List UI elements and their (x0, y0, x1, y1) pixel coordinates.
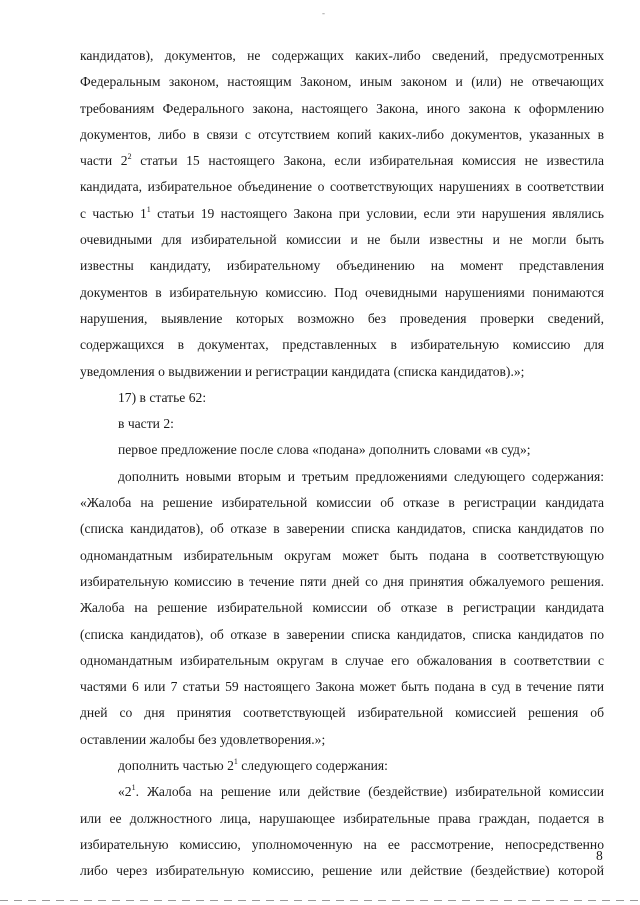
text-segment: . Жалоба на решение или действие (бездействие) избирательной комиссии (135, 784, 604, 800)
text-segment: следующего содержания: (237, 758, 388, 774)
text-segment: дополнить частью 2 (118, 758, 234, 774)
text-line: Жалоба на решение избирательной комиссии об отказе в регистрации кандидата (80, 600, 604, 616)
text-segment: статьи 15 настоящего Закона, если избирательная комиссия не известила (131, 153, 604, 169)
text-segment: статьи 19 настоящего Закона при условии, если эти нарушения являлись (150, 205, 605, 221)
superscript: 1 (233, 757, 238, 767)
text-segment: с частью 1 (80, 205, 147, 221)
text-line (80, 779, 604, 805)
text-line: документов в избирательную комиссию. Под очевидными нарушениями понимаются (80, 284, 604, 300)
text-line: или ее должностного лица, нарушающее избирательные права граждан, подается в (80, 810, 604, 826)
text-line: Федеральным законом, настоящим Законом, иным законом и (или) не отвечающих (80, 74, 604, 90)
text-line (80, 201, 604, 227)
text-line: избирательную комиссию в течение пяти дней со дня принятия обжалуемого решения. (80, 573, 604, 589)
text-line: дополнить новыми вторым и третьим предложениями следующего содержания: (118, 468, 604, 484)
text-segment: части 2 (80, 153, 128, 169)
scan-edge (0, 900, 640, 901)
text-line: содержащихся в документах, представленных в избирательную комиссию для (80, 337, 604, 353)
text-line: избирательную комиссию, уполномоченную на ее рассмотрение, непосредственно (80, 836, 604, 852)
text-line: (списка кандидатов), об отказе в заверении списка кандидатов, списка кандидатов по (80, 626, 604, 642)
text-line: в части 2: (118, 416, 174, 432)
text-line: первое предложение после слова «подана» дополнить словами «в суд»; (118, 442, 531, 458)
text-line: документов, либо в связи с отсутствием копий каких-либо документов, указанных в (80, 126, 604, 142)
superscript: 1 (131, 783, 136, 793)
text-line: одномандатным избирательным округам в случае его обжалования в соответствии с (80, 652, 604, 668)
document-body (80, 43, 604, 885)
text-line (80, 148, 604, 174)
superscript: 2 (127, 152, 132, 162)
text-line: очевидными для избирательной комиссии и не были известны и не могли быть (80, 232, 604, 248)
text-line: требованиям Федерального закона, настоящего Закона, иного закона к оформлению (80, 100, 604, 116)
text-line (80, 753, 604, 779)
text-segment: «2 (118, 784, 132, 800)
text-line: либо через избирательную комиссию, решение или действие (бездействие) которой (80, 863, 604, 879)
text-line: кандидатов), документов, не содержащих каких-либо сведений, предусмотренных (80, 48, 604, 63)
text-line: нарушения, выявление которых возможно без проведения проверки сведений, (80, 310, 604, 326)
superscript: 1 (146, 204, 151, 214)
text-line: 17) в статье 62: (118, 389, 207, 405)
text-line: «Жалоба на решение избирательной комиссии об отказе в регистрации кандидата (80, 495, 604, 511)
text-line: уведомления о выдвижении и регистрации кандидата (списка кандидатов).»; (80, 363, 525, 379)
text-line: (списка кандидатов), об отказе в заверении списка кандидатов, списка кандидатов по (80, 521, 604, 537)
text-line: частями 6 или 7 статьи 59 настоящего Закона может быть подана в суд в течение пяти (80, 679, 604, 695)
text-line: известны кандидату, избирательному объединению на момент представления (80, 258, 604, 274)
text-line: одномандатным избирательным округам может быть подана в соответствующую (80, 547, 604, 563)
text-line: кандидата, избирательное объединение о соответствующих нарушениях в соответствии (80, 179, 604, 195)
top-mark: - (322, 8, 325, 18)
text-line: оставлении жалобы без удовлетворения.»; (80, 731, 326, 747)
page-number: 8 (596, 848, 603, 863)
text-line: дней со дня принятия соответствующей избирательной комиссией решения об (80, 705, 604, 721)
